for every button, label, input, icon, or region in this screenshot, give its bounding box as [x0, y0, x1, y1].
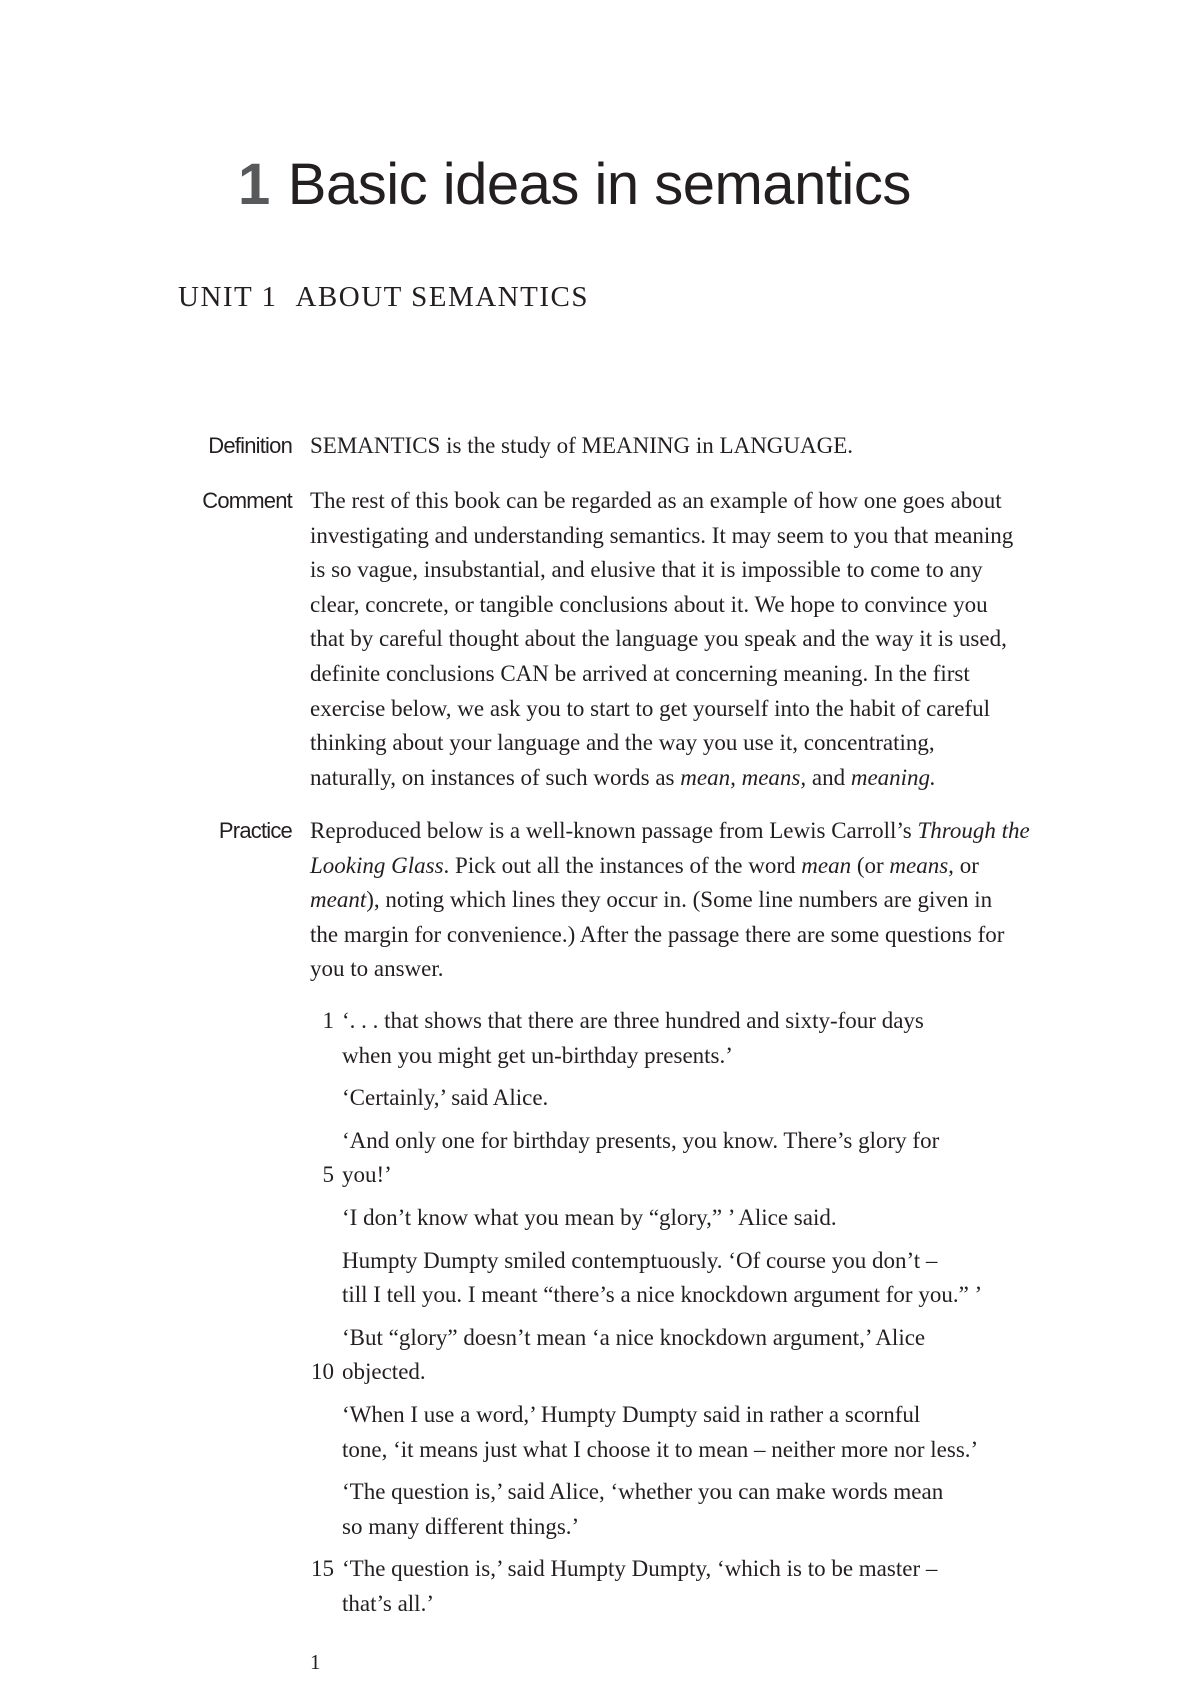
unit-number: UNIT 1 [178, 281, 278, 313]
comment-line: clear, concrete, or tangible conclusions about it. We hope to convince you [310, 591, 988, 617]
unit-title: ABOUT SEMANTICS [295, 281, 589, 313]
passage-paragraph [0, 1321, 1200, 1390]
practice-line: meant), noting which lines they occur in. (Some line numbers are given in [310, 887, 993, 913]
definition-label: Definition [208, 433, 292, 458]
passage-line [0, 1321, 1200, 1356]
passage-text: ‘The question is,’ said Humpty Dumpty, ‘which is to be master – [342, 1556, 938, 1582]
chapter-title [238, 150, 911, 220]
passage-line [0, 1201, 1200, 1236]
passage-text: that’s all.’ [342, 1590, 434, 1616]
passage-text: ‘The question is,’ said Alice, ‘whether you can make words mean [342, 1479, 944, 1505]
passage-paragraph [0, 1124, 1200, 1193]
comment-line: naturally, on instances of such words as mean, means, and meaning. [310, 764, 936, 790]
comment-body [310, 484, 1110, 795]
passage-line [0, 1081, 1200, 1116]
passage-line [0, 1355, 1200, 1390]
line-number: 10 [311, 1359, 334, 1385]
passage-text: when you might get un-birthday presents.’ [342, 1042, 733, 1068]
comment-line: exercise below, we ask you to start to get yourself into the habit of careful [310, 695, 990, 721]
chapter-title-text: Basic ideas in semantics [287, 152, 911, 217]
passage-line [0, 1124, 1200, 1159]
passage-line [0, 1158, 1200, 1193]
line-number: 15 [311, 1556, 334, 1582]
passage-text: ‘. . . that shows that there are three hundred and sixty-four days [342, 1008, 924, 1033]
comment-line: definite conclusions CAN be arrived at concerning meaning. In the first [310, 660, 970, 686]
practice-line: Reproduced below is a well-known passage from Lewis Carroll’s Through the [310, 818, 1030, 843]
chapter-number: 1 [238, 152, 270, 217]
passage-text: till I tell you. I meant “there’s a nice knockdown argument for you.” ’ [342, 1282, 983, 1308]
practice-line: the margin for convenience.) After the passage there are some questions for [310, 921, 1005, 947]
line-number: 1 [322, 1008, 334, 1033]
definition-body [310, 429, 1110, 464]
passage [0, 1004, 1200, 1630]
passage-line [0, 1552, 1200, 1587]
passage-text: ‘But “glory” doesn’t mean ‘a nice knockdown argument,’ Alice [342, 1324, 926, 1350]
comment-label: Comment [202, 488, 292, 513]
practice-body [310, 814, 1110, 987]
passage-line [0, 1278, 1200, 1313]
passage-paragraph [0, 1244, 1200, 1313]
passage-text: so many different things.’ [342, 1513, 580, 1539]
passage-text: objected. [342, 1359, 426, 1385]
passage-paragraph [0, 1201, 1200, 1236]
passage-text: ‘I don’t know what you mean by “glory,” ’ Alice said. [342, 1204, 837, 1230]
comment-line: is so vague, insubstantial, and elusive that it is impossible to come to any [310, 557, 983, 583]
passage-paragraph [0, 1004, 1200, 1073]
passage-line [0, 1475, 1200, 1510]
practice-line: you to answer. [310, 956, 444, 982]
passage-line [0, 1004, 1200, 1039]
passage-text: tone, ‘it means just what I choose it to mean – neither more nor less.’ [342, 1436, 979, 1462]
passage-paragraph [0, 1081, 1200, 1116]
passage-line [0, 1039, 1200, 1074]
unit-heading [178, 280, 589, 314]
passage-paragraph [0, 1475, 1200, 1544]
comment-line: The rest of this book can be regarded as an example of how one goes about [310, 488, 1002, 513]
page-number: 1 [310, 1650, 321, 1674]
passage-line [0, 1587, 1200, 1622]
passage-text: you!’ [342, 1162, 392, 1188]
passage-paragraph [0, 1398, 1200, 1467]
passage-line [0, 1244, 1200, 1279]
passage-text: ‘When I use a word,’ Humpty Dumpty said in rather a scornful [342, 1401, 921, 1427]
practice-line: Looking Glass. Pick out all the instances of the word mean (or means, or [310, 852, 979, 878]
passage-paragraph [0, 1552, 1200, 1621]
definition-line: SEMANTICS is the study of MEANING in LANGUAGE. [310, 433, 854, 458]
practice-label: Practice [218, 818, 292, 843]
comment-line: investigating and understanding semantics. It may seem to you that meaning [310, 522, 1014, 548]
passage-line [0, 1398, 1200, 1433]
passage-text: ‘Certainly,’ said Alice. [342, 1085, 549, 1111]
comment-line: thinking about your language and the way you use it, concentrating, [310, 730, 935, 756]
passage-text: ‘And only one for birthday presents, you know. There’s glory for [342, 1127, 940, 1153]
passage-text: Humpty Dumpty smiled contemptuously. ‘Of course you don’t – [342, 1247, 938, 1273]
passage-line [0, 1433, 1200, 1468]
line-number: 5 [322, 1162, 334, 1188]
passage-line [0, 1510, 1200, 1545]
comment-line: that by careful thought about the language you speak and the way it is used, [310, 626, 1007, 652]
